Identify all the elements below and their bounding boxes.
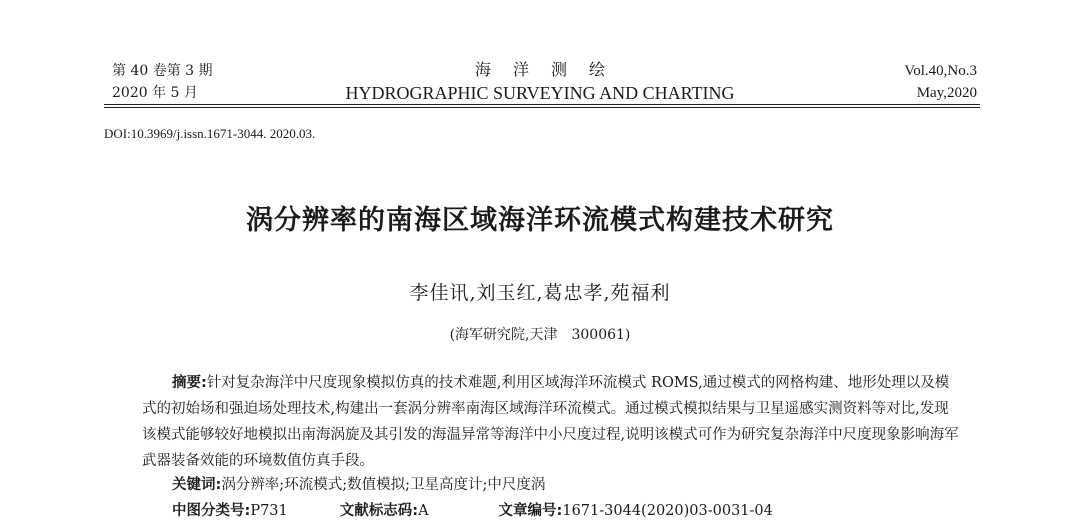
volume-issue-cn: 第 40 卷第 3 期 xyxy=(112,63,213,79)
affiliation: (海军研究院,天津 300061) xyxy=(449,327,631,343)
keywords-label: 关键词: xyxy=(172,477,222,493)
abstract-label: 摘要: xyxy=(172,375,207,391)
classification-line xyxy=(172,500,773,522)
clc-label: 中图分类号: xyxy=(172,503,251,519)
date-cn: 2020 年 5 月 xyxy=(112,85,198,101)
keywords xyxy=(172,474,545,496)
abstract-text: 针对复杂海洋中尺度现象模拟仿真的技术难题,利用区域海洋环流模式 ROMS,通过模式的网格构建、地形处理以及模式的初始场和强迫场处理技术,构建出一套涡分辨率南海区域海洋环流模式。通过模式模拟结果与卫星遥感实测资料等对比,发现该模式能够较好地模拟出南海涡旋及其引发的海温异常等海洋中小尺度过程,说明该模式可作为研究复杂海洋中尺度现象影响海军武器装备效能的环境数值仿真手段。 xyxy=(142,375,959,469)
abstract xyxy=(142,370,962,474)
journal-name-cn: 海洋测绘 xyxy=(474,60,627,79)
volume-issue-en: Vol.40,No.3 xyxy=(904,63,977,79)
doc-code-value: A xyxy=(418,503,429,519)
journal-name xyxy=(330,58,750,104)
clc-value: P731 xyxy=(250,503,288,519)
authors: 李佳讯,刘玉红,葛忠孝,苑福利 xyxy=(409,282,671,304)
issue-info xyxy=(112,60,213,104)
issue-info-en xyxy=(904,60,977,104)
keywords-text: 涡分辨率;环流模式;数值模拟;卫星高度计;中尺度涡 xyxy=(221,477,546,493)
paper-title: 涡分辨率的南海区域海洋环流模式构建技术研究 xyxy=(246,205,834,236)
article-number-label: 文章编号: xyxy=(498,503,563,519)
date-en: May,2020 xyxy=(916,85,977,101)
journal-name-en: HYDROGRAPHIC SURVEYING AND CHARTING xyxy=(345,83,735,103)
header-rule-top xyxy=(104,104,980,105)
doc-code-label: 文献标志码: xyxy=(339,503,419,519)
doi: DOI:10.3969/j.issn.1671-3044. 2020.03. xyxy=(104,126,316,141)
header-rule-bottom xyxy=(104,107,980,108)
article-number-value: 1671-3044(2020)03-0031-04 xyxy=(562,503,773,519)
